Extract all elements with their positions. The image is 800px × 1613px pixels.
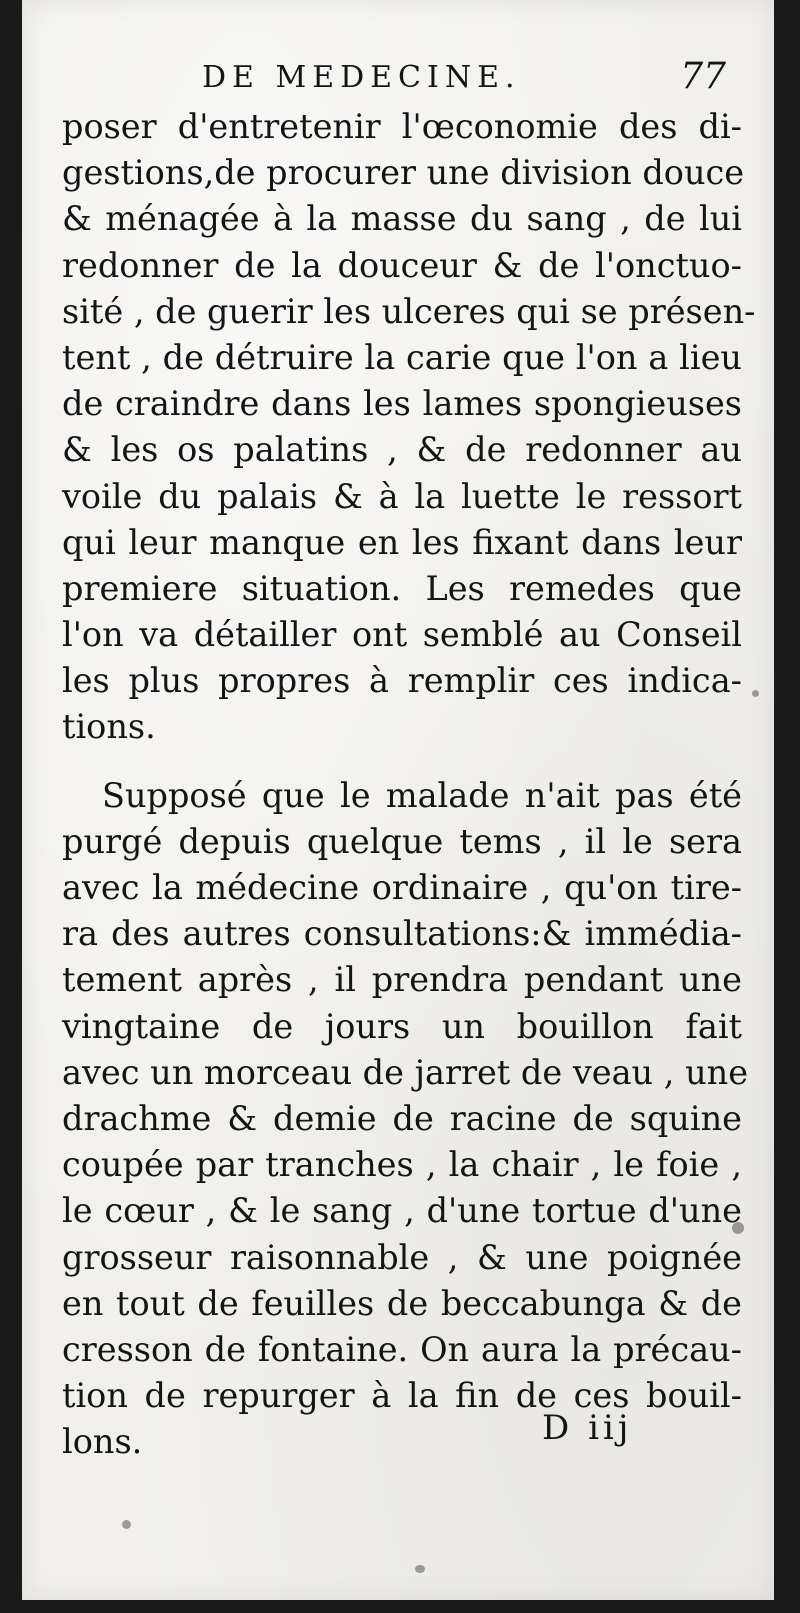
text-line: redonner de la douceur & de l'onctuo-	[62, 245, 742, 285]
text-line: l'on va détailler ont semblé au Conseil	[62, 615, 742, 655]
text-line: en tout de feuilles de beccabunga & de	[62, 1283, 742, 1323]
text-line: tion de repurger à la fin de ces bouil-	[62, 1376, 742, 1416]
running-head	[202, 56, 734, 110]
text-line: & les os palatins , & de redonner au	[62, 430, 742, 470]
text-line: tent , de détruire la carie que l'on a lieu	[62, 337, 742, 377]
ink-speck	[122, 1520, 131, 1529]
text-line: sité , de guerir les ulceres qui se présen-	[62, 291, 756, 331]
paragraph-gap	[62, 751, 742, 773]
text-line: vingtaine de jours un bouillon fait	[62, 1006, 742, 1046]
running-head-title: DE MEDECINE.	[202, 60, 521, 95]
text-line: avec la médecine ordinaire , qu'on tire-	[62, 868, 742, 907]
text-line: grosseur raisonnable , & une poignée	[62, 1237, 742, 1277]
text-line: gestions,de procurer une division douce	[62, 153, 745, 193]
text-line: Supposé que le malade n'ait pas été	[102, 775, 742, 815]
text-line: avec un morceau de jarret de veau , une	[62, 1052, 749, 1092]
text-line: ra des autres consultations:& immédia-	[62, 914, 742, 954]
text-line: & ménagée à la masse du sang , de lui	[62, 199, 742, 239]
ink-speck	[415, 1565, 425, 1573]
text-line: purgé depuis quelque tems , il le sera	[62, 821, 742, 861]
page-number: 77	[680, 56, 726, 97]
signature-mark: D iij	[542, 1408, 633, 1448]
body-text	[62, 104, 756, 1465]
text-line: premiere situation. Les remedes que	[62, 568, 742, 608]
ink-speck	[732, 1222, 744, 1234]
text-line: de craindre dans les lames spongieuses	[62, 384, 742, 424]
text-line: les plus propres à remplir ces indica-	[62, 661, 742, 701]
text-line: poser d'entretenir l'œconomie des di-	[62, 107, 742, 146]
ink-speck	[752, 690, 759, 697]
text-line: qui leur manque en les fixant dans leur	[62, 522, 742, 562]
text-line: drachme & demie de racine de squine	[62, 1098, 742, 1138]
text-line: le cœur , & le sang , d'une tortue d'une	[62, 1191, 742, 1231]
text-line: lons.	[62, 1422, 143, 1462]
text-line: cresson de fontaine. On aura la précau-	[62, 1329, 742, 1369]
book-page	[22, 0, 774, 1600]
text-line: tement après , il prendra pendant une	[62, 960, 742, 1000]
text-line: voile du palais & à la luette le ressort	[62, 476, 742, 516]
text-line: tions.	[62, 707, 156, 747]
text-line: coupée par tranches , la chair , le foie ,	[62, 1145, 742, 1185]
